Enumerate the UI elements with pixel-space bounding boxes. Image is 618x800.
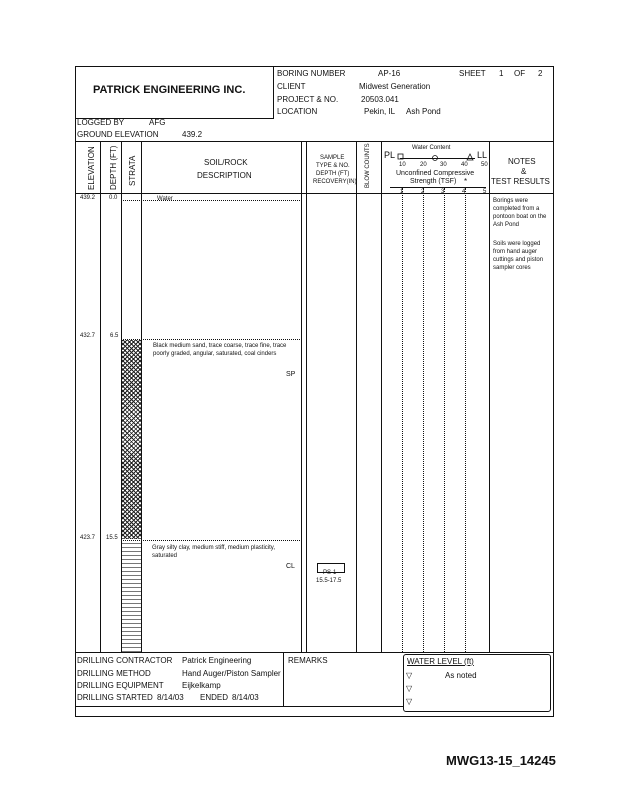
equipment: Eijkelkamp (182, 681, 221, 690)
row-uscs: CL (286, 563, 295, 570)
wc-tick: 10 (399, 162, 406, 168)
ground-elevation-label: GROUND ELEVATION (77, 130, 159, 139)
col-line-notes (489, 141, 490, 652)
depth-header: DEPTH (FT) (109, 145, 118, 190)
remarks-label: REMARKS (288, 656, 328, 665)
location-label: LOCATION (277, 107, 318, 116)
row-elevation: 439.2 (80, 195, 96, 201)
header-divider (273, 66, 274, 118)
sheet-label: SHEET (459, 69, 486, 78)
ll-label: LL (477, 150, 488, 160)
started-label: DRILLING STARTED (77, 693, 153, 702)
company-name: PATRICK ENGINEERING INC. (93, 84, 246, 96)
description-header-1: SOIL/ROCK (204, 158, 248, 167)
water-level-note: As noted (445, 671, 477, 680)
sheet-of-label: OF (514, 69, 526, 78)
blow-counts-header: BLOW COUNTS (365, 143, 371, 188)
liquid-limit-symbol (467, 154, 473, 160)
ucs-tick: 3 (441, 189, 445, 195)
row-elevation: 423.7 (80, 535, 96, 541)
water-level-box (403, 654, 551, 712)
ended-label: ENDED (200, 693, 229, 702)
ucs-label-1: Unconfined Compressive (396, 170, 475, 177)
row-description: Black medium sand, trace coarse, trace fine, trace poorly graded, angular, saturated, coal cinders (153, 343, 287, 357)
row-description: Gray silty clay, medium stiff, medium plasticity, saturated (152, 545, 276, 559)
method-label: DRILLING METHOD (77, 669, 151, 678)
row-depth: 6.5 (110, 333, 119, 339)
project-label: PROJECT & NO. (277, 95, 339, 104)
sample-id: PS-1 (323, 570, 337, 576)
row-depth: 0.0 (109, 195, 118, 201)
elevation-header: ELEVATION (87, 146, 96, 190)
contractor: Patrick Engineering (182, 656, 252, 665)
sample-header-3: DEPTH (FT) (316, 171, 350, 177)
wc-tick: 50 (481, 162, 488, 168)
col-line-strata (141, 141, 142, 652)
water-content-label: Water Content (412, 145, 451, 151)
ucs-axis (390, 187, 486, 188)
chart-gridline (444, 188, 445, 652)
chart-gridline (423, 188, 424, 652)
col-line-sample-2 (356, 141, 357, 652)
description-header-2: DESCRIPTION (197, 171, 252, 180)
water-level-symbol: ▽ (406, 671, 413, 680)
wc-tick: 30 (440, 162, 447, 168)
col-line-sample (306, 141, 307, 652)
notes-header-1: NOTES (508, 157, 536, 166)
document-id: MWG13-15_14245 (446, 753, 556, 768)
water-content-symbol (433, 156, 438, 161)
contractor-label: DRILLING CONTRACTOR (77, 656, 173, 665)
sample-header-1: SAMPLE (320, 155, 345, 161)
footer-bottom-line (75, 706, 403, 707)
sheet-number: 1 (499, 69, 504, 78)
pl-label: PL (384, 150, 396, 160)
boring-number: AP-16 (378, 69, 401, 78)
ucs-tick: 5 (483, 189, 487, 195)
plastic-limit-symbol (398, 154, 403, 159)
wc-tick: 20 (420, 162, 427, 168)
note-1: Borings were completed from a pontoon boat on the Ash Pond (493, 198, 547, 228)
sheet-total: 2 (538, 69, 543, 78)
sample-depth: 15.5-17.5 (316, 578, 342, 584)
notes-header-2: & (521, 167, 527, 176)
row-uscs: SP (286, 371, 296, 378)
client-label: CLIENT (277, 82, 306, 91)
chart-gridline (402, 188, 403, 652)
ucs-tick: 1 (400, 189, 404, 195)
strata-sand-pattern (122, 340, 141, 539)
col-line-description (301, 141, 302, 652)
row-elevation: 432.7 (80, 333, 96, 339)
project-number: 20503.041 (361, 95, 399, 104)
logged-by: AFG (149, 118, 166, 127)
sample-header-4: RECOVERY(IN) (313, 179, 357, 185)
strata-clay-pattern (122, 541, 141, 652)
ground-elevation: 439.2 (182, 130, 203, 139)
row-depth: 15.5 (106, 535, 118, 541)
header-row-bottom (75, 193, 553, 194)
location-city: Pekin, IL (364, 107, 396, 116)
method: Hand Auger/Piston Sampler (182, 669, 281, 678)
strata-header: STRATA (128, 155, 137, 186)
table-bottom-line (75, 652, 553, 653)
chart-gridline (465, 188, 466, 652)
started-date: 8/14/03 (157, 693, 184, 702)
layer-boundary (121, 339, 302, 340)
col-line-blow (381, 141, 382, 652)
client-name: Midwest Generation (359, 82, 431, 91)
sample-header-2: TYPE & NO. (316, 163, 350, 169)
logged-by-label: LOGGED BY (77, 118, 125, 127)
water-level-label: WATER LEVEL (ft) (407, 657, 474, 666)
table-top-line (75, 141, 553, 142)
col-line-elevation (100, 141, 101, 652)
ucs-label-2: Strength (TSF) (410, 178, 457, 185)
ucs-tick: 4 (462, 189, 466, 195)
layer-boundary (121, 540, 302, 541)
note-2: Soils were logged from hand auger cuttings and piston sampler cores (493, 241, 544, 271)
ucs-tick: 2 (421, 189, 425, 195)
ended-date: 8/14/03 (232, 693, 259, 702)
water-level-symbol: ▽ (406, 697, 413, 706)
wc-tick: 40 (461, 162, 468, 168)
row-description: Water (157, 196, 173, 202)
water-level-symbol: ▽ (406, 684, 413, 693)
location-site: Ash Pond (406, 107, 441, 116)
boring-number-label: BORING NUMBER (277, 69, 346, 78)
notes-header-3: TEST RESULTS (491, 177, 550, 186)
layer-boundary (121, 200, 302, 201)
ucs-star: * (464, 177, 468, 186)
equipment-label: DRILLING EQUIPMENT (77, 681, 164, 690)
footer-divider (283, 652, 284, 706)
